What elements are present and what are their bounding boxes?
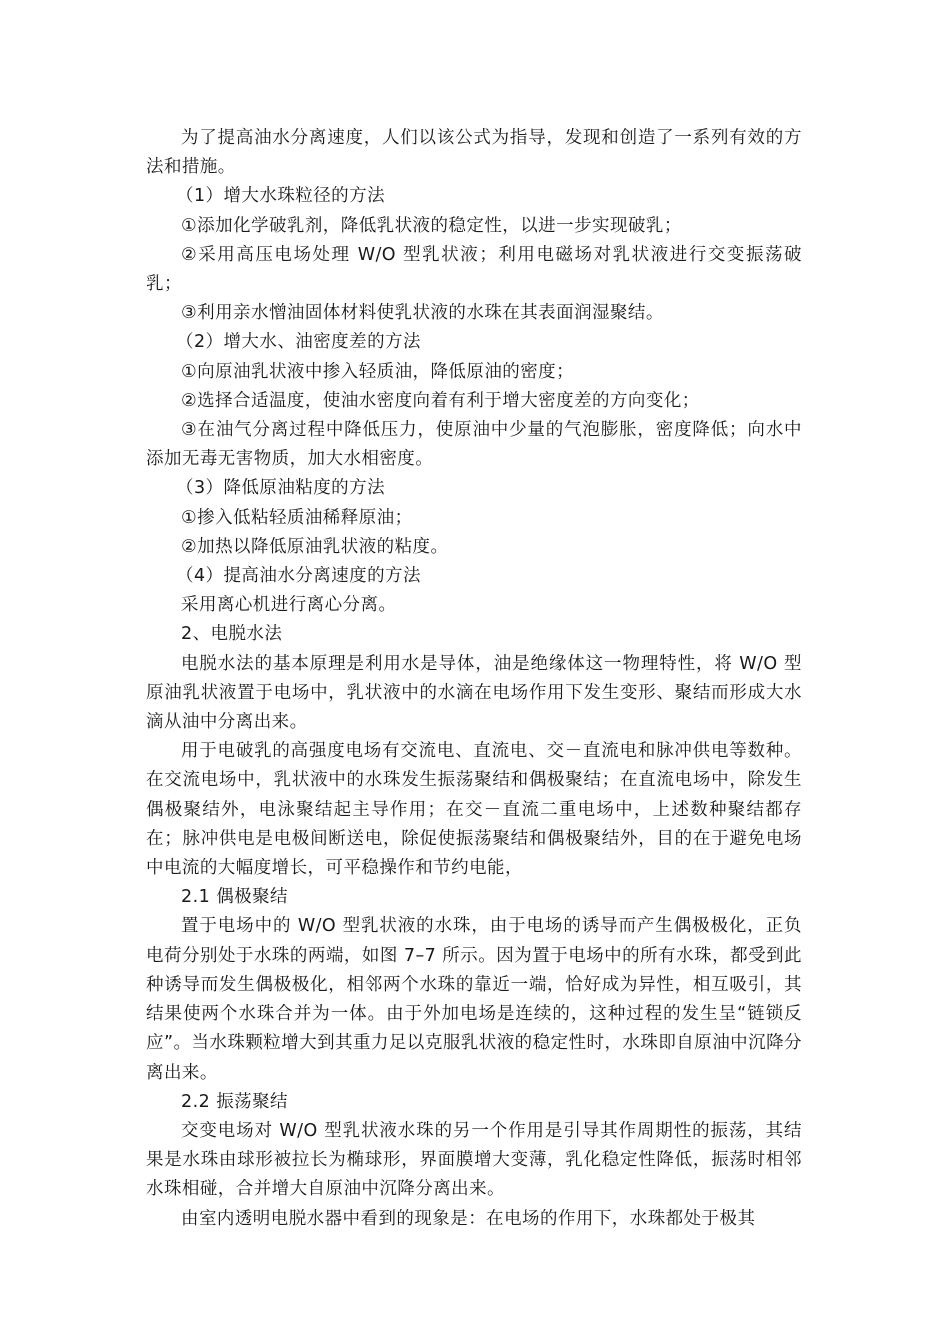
paragraph-principle: 电脱水法的基本原理是利用水是导体，油是绝缘体这一物理特性，将 W/O 型原油乳状液置于电场中，乳状液中的水滴在电场作用下发生变形、聚结而形成大水滴从油中分离出来。	[146, 653, 802, 733]
paragraph-observation: 由室内透明电脱水器中看到的现象是：在电场的作用下，水珠都处于极其	[181, 1208, 756, 1229]
heading-method-4: （4）提高油水分离速度的方法	[176, 566, 421, 587]
subsection-heading-dipole: 2.1 偶极聚结	[181, 887, 288, 908]
heading-method-1: （1）增大水珠粒径的方法	[176, 186, 386, 207]
list-item-2-3: ③在油气分离过程中降低压力，使原油中少量的气泡膨胀，密度降低；向水中添加无毒无害物质，加大水相密度。	[146, 420, 802, 470]
list-item-1-3: ③利用亲水憎油固体材料使乳状液的水珠在其表面润湿聚结。	[181, 303, 664, 324]
list-item-2-1: ①向原油乳状液中掺入轻质油，降低原油的密度；	[181, 361, 575, 382]
paragraph-intro: 为了提高油水分离速度，人们以该公式为指导，发现和创造了一系列有效的方法和措施。	[146, 128, 802, 178]
heading-method-3: （3）降低原油粘度的方法	[176, 478, 386, 499]
list-item-3-2: ②加热以降低原油乳状液的粘度。	[181, 536, 449, 557]
document-body	[146, 124, 802, 1234]
subsection-heading-oscillation: 2.2 振荡聚结	[181, 1091, 288, 1112]
paragraph-oscillation: 交变电场对 W/O 型乳状液水珠的另一个作用是引导其作周期性的振荡，其结果是水珠由球形被拉长为椭球形，界面膜增大变薄，乳化稳定性降低，振荡时相邻水珠相碰，合并增大自原油中沉降分离出来。	[146, 1120, 802, 1200]
paragraph-dipole: 置于电场中的 W/O 型乳状液的水珠，由于电场的诱导而产生偶极极化，正负电荷分别处于水珠的两端，如图 7–7 所示。因为置于电场中的所有水珠，都受到此种诱导而发生偶极极化，相邻两个水珠的靠近一端，恰好成为异性，相互吸引，其结果使两个水珠合并为一体。由于外加电场是连续的，这种过程的发生呈“链锁反应”。当水珠颗粒增大到其重力足以克服乳状液的稳定性时，水珠即自原油中沉降分离出来。	[146, 916, 802, 1083]
paragraph-field-types: 用于电破乳的高强度电场有交流电、直流电、交－直流电和脉冲供电等数种。在交流电场中，乳状液中的水珠发生振荡聚结和偶极聚结；在直流电场中，除发生偶极聚结外，电泳聚结起主导作用；在交－直流二重电场中，上述数种聚结都存在；脉冲供电是电极间断送电，除促使振荡聚结和偶极聚结外，目的在于避免电场中电流的大幅度增长，可平稳操作和节约电能，	[146, 741, 802, 879]
section-heading-electric-dehydration: 2、电脱水法	[181, 624, 283, 645]
heading-method-2: （2）增大水、油密度差的方法	[176, 332, 421, 353]
list-item-4-1: 采用离心机进行离心分离。	[181, 595, 397, 616]
list-item-1-2: ②采用高压电场处理 W/O 型乳状液；利用电磁场对乳状液进行交变振荡破乳；	[146, 244, 802, 295]
list-item-3-1: ①掺入低粘轻质油稀释原油；	[181, 507, 413, 528]
list-item-2-2: ②选择合适温度，使油水密度向着有利于增大密度差的方向变化；	[181, 390, 700, 411]
list-item-1-1: ①添加化学破乳剂，降低乳状液的稳定性，以进一步实现破乳；	[181, 215, 682, 236]
